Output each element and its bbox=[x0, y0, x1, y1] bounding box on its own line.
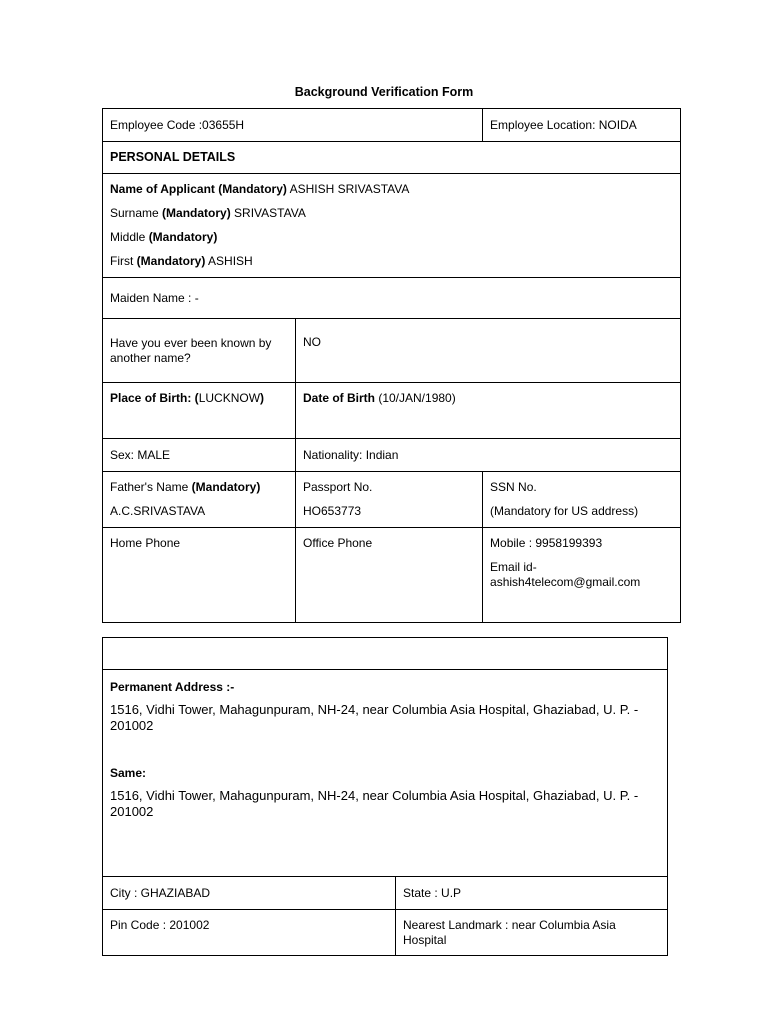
father-label: Father's Name bbox=[110, 480, 192, 494]
applicant-label: Name of Applicant (Mandatory) bbox=[110, 182, 287, 196]
landmark: Nearest Landmark : near Columbia Asia Hospital bbox=[403, 918, 616, 947]
place-of-birth-label: Place of Birth: ( bbox=[110, 391, 199, 405]
surname-value: SRIVASTAVA bbox=[230, 206, 306, 220]
form-title: Background Verification Form bbox=[294, 85, 474, 99]
mobile: Mobile : 9958199393 bbox=[490, 536, 603, 550]
place-of-birth-close: ) bbox=[260, 391, 265, 405]
father-label-line bbox=[110, 480, 288, 495]
middle-label: Middle bbox=[110, 230, 149, 244]
pin-code-cell bbox=[103, 910, 396, 956]
maiden-name-cell bbox=[103, 278, 681, 319]
section-title: PERSONAL DETAILS bbox=[110, 150, 236, 164]
place-of-birth-value: LUCKNOW bbox=[198, 391, 261, 405]
first-line bbox=[110, 254, 673, 269]
permanent-address-label: Permanent Address :- bbox=[110, 680, 235, 694]
applicant-value: ASHISH SRIVASTAVA bbox=[286, 182, 410, 196]
state-cell bbox=[396, 877, 668, 910]
father-name-cell bbox=[103, 472, 296, 528]
ssn-label: SSN No. bbox=[490, 480, 537, 494]
state: State : U.P bbox=[403, 885, 462, 900]
middle-line bbox=[110, 230, 673, 245]
dob-label: Date of Birth bbox=[303, 391, 375, 405]
surname-line bbox=[110, 206, 673, 221]
landmark-cell bbox=[396, 910, 668, 956]
office-phone-label: Office Phone bbox=[303, 536, 373, 550]
first-value: ASHISH bbox=[205, 254, 253, 268]
sex-cell bbox=[103, 439, 296, 472]
maiden-name: Maiden Name : - bbox=[110, 290, 199, 305]
city: City : GHAZIABAD bbox=[110, 885, 211, 900]
nationality: Nationality: Indian bbox=[303, 447, 399, 462]
contact-cell bbox=[483, 528, 681, 623]
father-value: A.C.SRIVASTAVA bbox=[110, 504, 206, 518]
dob-value: (10/JAN/1980) bbox=[375, 391, 456, 405]
home-phone-label: Home Phone bbox=[110, 536, 181, 550]
personal-details-table bbox=[102, 108, 681, 623]
first-mandatory: (Mandatory) bbox=[136, 254, 206, 268]
address-header-blank bbox=[103, 638, 668, 670]
address-table bbox=[102, 637, 668, 956]
sex: Sex: MALE bbox=[110, 447, 171, 462]
known-by-answer: NO bbox=[303, 335, 321, 349]
employee-location-cell bbox=[483, 109, 681, 142]
pin-code: Pin Code : 201002 bbox=[110, 918, 210, 932]
place-of-birth-cell bbox=[103, 383, 296, 439]
known-by-answer-cell bbox=[296, 319, 681, 383]
surname-mandatory: (Mandatory) bbox=[162, 206, 231, 220]
first-label: First bbox=[110, 254, 137, 268]
passport-cell bbox=[296, 472, 483, 528]
known-by-question-cell bbox=[103, 319, 296, 383]
permanent-address-value: 1516, Vidhi Tower, Mahagunpuram, NH-24, near Columbia Asia Hospital, Ghaziabad, U. P. - 201002 bbox=[110, 702, 639, 733]
dob-cell bbox=[296, 383, 681, 439]
middle-mandatory: (Mandatory) bbox=[148, 230, 218, 244]
nationality-cell bbox=[296, 439, 681, 472]
email-value: ashish4telecom@gmail.com bbox=[490, 575, 641, 589]
ssn-note: (Mandatory for US address) bbox=[490, 504, 639, 518]
email-label: Email id- bbox=[490, 560, 537, 574]
personal-details-header bbox=[103, 142, 681, 174]
passport-value: HO653773 bbox=[303, 504, 362, 518]
father-mandatory: (Mandatory) bbox=[191, 480, 261, 494]
employee-location: Employee Location: NOIDA bbox=[490, 117, 637, 132]
employee-code-cell bbox=[103, 109, 483, 142]
home-phone-cell bbox=[103, 528, 296, 623]
employee-code: Employee Code :03655H bbox=[110, 117, 245, 132]
applicant-line bbox=[110, 182, 673, 197]
office-phone-cell bbox=[296, 528, 483, 623]
applicant-name-cell bbox=[103, 174, 681, 278]
known-by-question: Have you ever been known by another name? bbox=[110, 335, 272, 365]
ssn-cell bbox=[483, 472, 681, 528]
same-address-value: 1516, Vidhi Tower, Mahagunpuram, NH-24, near Columbia Asia Hospital, Ghaziabad, U. P. - 201002 bbox=[110, 788, 639, 819]
surname-label: Surname bbox=[110, 206, 163, 220]
address-cell bbox=[103, 670, 668, 877]
same-address-label: Same: bbox=[110, 766, 147, 780]
city-cell bbox=[103, 877, 396, 910]
passport-label: Passport No. bbox=[303, 480, 373, 494]
